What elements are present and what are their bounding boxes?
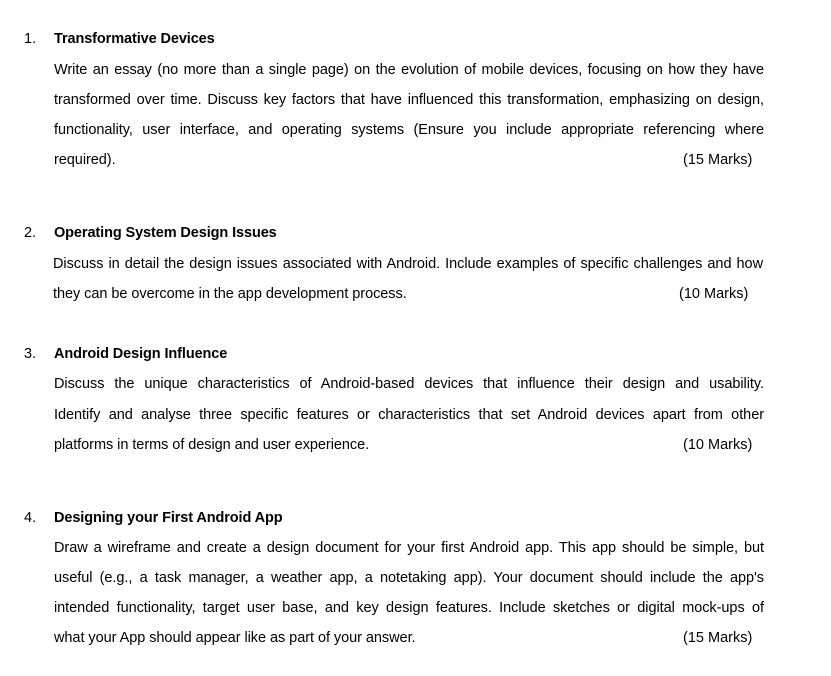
marks-label: (10 Marks) (683, 437, 753, 453)
question-text-line: what your App should appear like as part of your answer. (54, 630, 416, 646)
marks-label: (15 Marks) (683, 152, 753, 168)
question-title: Transformative Devices (54, 31, 215, 47)
question-number: 3. (24, 346, 37, 362)
question-heading (0, 507, 831, 529)
question-text-line: Identify and analyse three specific features or characteristics that set Android devices apart from other (54, 407, 764, 423)
question-text-line: platforms in terms of design and user experience. (54, 437, 370, 453)
question-heading (0, 343, 831, 365)
question-text-line: functionality, user interface, and operating systems (Ensure you include appropriate referencing where (54, 122, 764, 138)
question-title: Android Design Influence (54, 346, 228, 362)
question-heading (0, 222, 831, 244)
question-title: Operating System Design Issues (54, 225, 277, 241)
question-title: Designing your First Android App (54, 510, 283, 526)
question-number: 4. (24, 510, 37, 526)
question-text-line: required). (54, 152, 116, 168)
marks-label: (10 Marks) (679, 286, 749, 302)
question-text-line: transformed over time. Discuss key factors that have influenced this transformation, emphasizing on design, (54, 92, 764, 108)
question-text-line: intended functionality, target user base, and key design features. Include sketches or digital mock-ups of (54, 600, 764, 616)
question-text-line: Discuss the unique characteristics of Android-based devices that influence their design and usability. (54, 376, 764, 392)
question-text-line: Draw a wireframe and create a design document for your first Android app. This app should be simple, but (54, 540, 764, 556)
question-number: 1. (24, 31, 37, 47)
question-heading (0, 28, 831, 50)
marks-label: (15 Marks) (683, 630, 753, 646)
question-text-line: Write an essay (no more than a single page) on the evolution of mobile devices, focusing on how they have (54, 62, 764, 78)
question-text-line: Discuss in detail the design issues associated with Android. Include examples of specific challenges and how (53, 256, 763, 272)
question-text-line: useful (e.g., a task manager, a weather app, a notetaking app). Your document should include the app's (54, 570, 764, 586)
question-number: 2. (24, 225, 37, 241)
question-text-line: they can be overcome in the app development process. (53, 286, 407, 302)
